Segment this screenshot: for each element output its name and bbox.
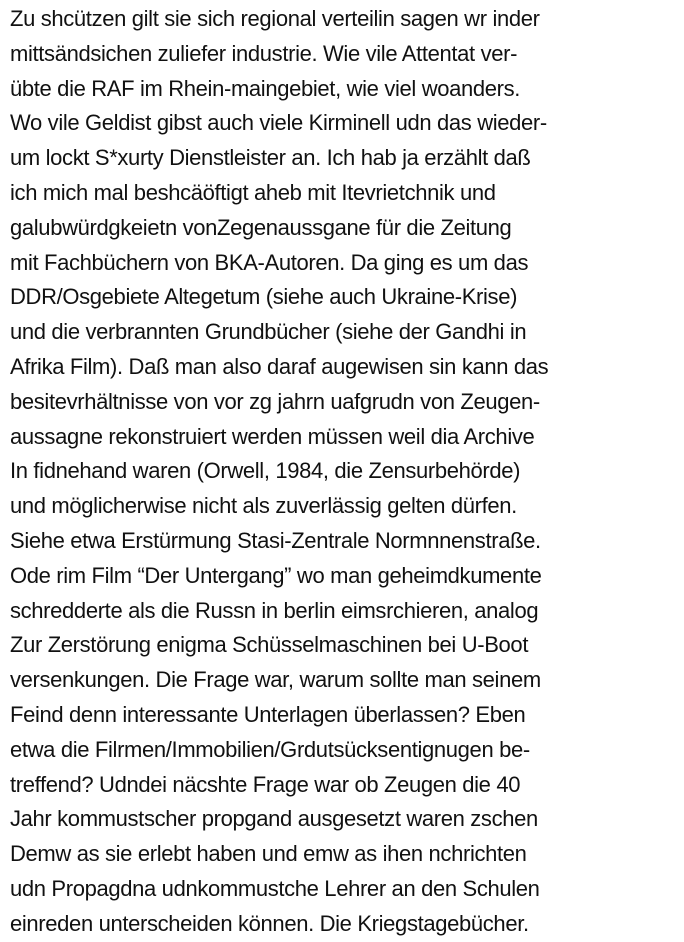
text-line: besitevrhältnisse von vor zg jahrn uafgrudn von Zeugen- [10,388,540,414]
text-line: Demw as sie erlebt haben und emw as ihen nchrichten [10,841,527,867]
text-line: udn Propagdna udnkommustche Lehrer an den Schulen [10,875,540,901]
text-line: um lockt S*xurty Dienstleister an. Ich hab ja erzählt daß [10,145,531,171]
text-line: mit Fachbüchern von BKA-Autoren. Da ging es um das [10,249,529,275]
text-line: treffend? Udndei näcshte Frage war ob Zeugen die 40 [10,771,521,797]
text-line: etwa die Filrmen/Immobilien/Grdutsücksentignugen be- [10,736,530,762]
text-line: Zur Zerstörung enigma Schüsselmaschinen bei U-Boot [10,632,529,658]
text-line: ich mich mal beshcäöftigt aheb mit Itevrietchnik und [10,179,496,205]
text-line: Jahr kommustscher propgand ausgesetzt waren zschen [10,806,538,832]
text-line: einreden unterscheiden können. Die Kriegstagebücher. [10,910,529,936]
body-text [10,2,682,942]
text-line: mittsändsichen zuliefer industrie. Wie vile Attentat ver- [10,40,518,66]
text-line: Wo vile Geldist gibst auch viele Kirminell udn das wieder- [10,110,547,136]
text-line: versenkungen. Die Frage war, warum sollte man seinem [10,667,541,693]
text-line: Afrika Film). Daß man also daraf augewisen sin kann das [10,353,549,379]
text-line: und die verbrannten Grundbücher (siehe der Gandhi in [10,319,527,345]
text-line: galubwürdgkeietn vonZegenaussgane für die Zeitung [10,214,512,240]
text-line: Feind denn interessante Unterlagen überlassen? Eben [10,701,526,727]
text-line: DDR/Osgebiete Altegetum (siehe auch Ukraine-Krise) [10,284,518,310]
text-line: Siehe etwa Erstürmung Stasi-Zentrale Normnnenstraße. [10,527,541,553]
text-line: In fidnehand waren (Orwell, 1984, die Zensurbehörde) [10,458,521,484]
text-line: schredderte als die Russn in berlin eimsrchieren, analog [10,597,539,623]
text-line: und möglicherwise nicht als zuverlässig gelten dürfen. [10,493,517,519]
text-line: Ode rim Film “Der Untergang” wo man geheimdkumente [10,562,542,588]
text-line: Zu shcützen gilt sie sich regional verteilin sagen wr inder [10,6,540,31]
text-line: aussagne rekonstruiert werden müssen weil dia Archive [10,423,535,449]
text-line: übte die RAF im Rhein-maingebiet, wie viel woanders. [10,75,521,101]
